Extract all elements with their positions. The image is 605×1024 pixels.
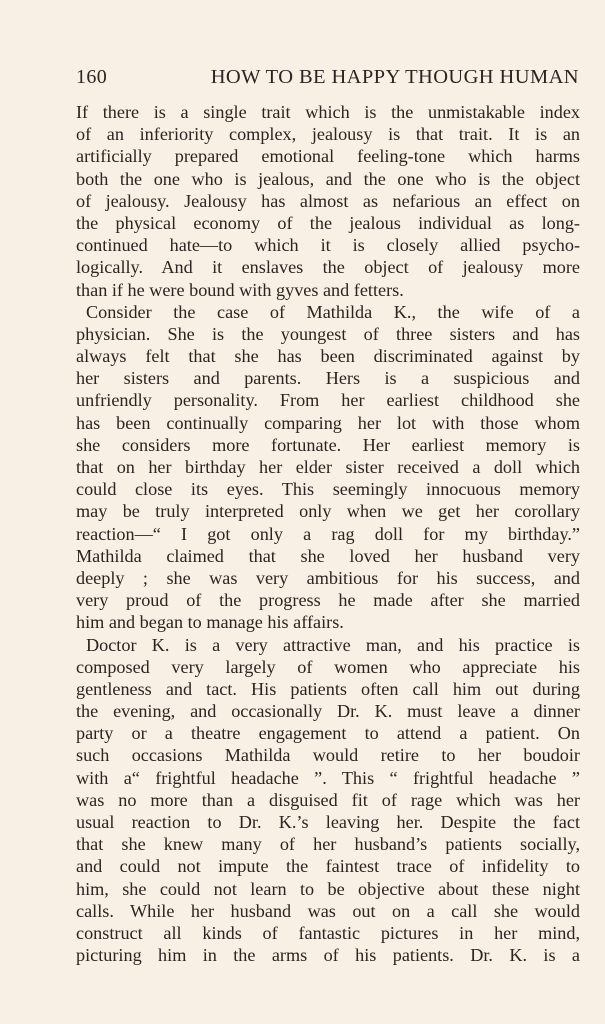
running-head: HOW TO BE HAPPY THOUGH HUMAN — [210, 66, 579, 88]
text-line: always felt that she has been discriminated against by — [76, 346, 580, 367]
text-line: Mathilda claimed that she loved her husband very — [76, 545, 580, 566]
page-header — [76, 66, 579, 92]
text-line: has been continually comparing her lot with those whom — [76, 412, 580, 433]
text-line: the evening, and occasionally Dr. K. must leave a dinner — [76, 701, 580, 722]
text-line: of jealousy. Jealousy has almost as nefarious an effect on — [76, 190, 580, 211]
body-text — [76, 101, 580, 966]
text-line: continued hate—to which it is closely allied psycho- — [76, 235, 580, 256]
page-number: 160 — [76, 66, 108, 88]
text-line: usual reaction to Dr. K.’s leaving her. Despite the fact — [76, 812, 580, 832]
text-line: very proud of the progress he made after she married — [76, 590, 580, 611]
text-line: that on her birthday her elder sister received a doll which — [76, 457, 580, 477]
text-line: him, she could not learn to be objective about these night — [76, 878, 580, 899]
text-line: both the one who is jealous, and the one who is the object — [76, 168, 580, 189]
text-line: unfriendly personality. From her earliest childhood she — [76, 390, 580, 411]
text-line: Consider the case of Mathilda K., the wife of a — [86, 301, 580, 322]
text-line: and could not impute the faintest trace of infidelity to — [76, 856, 580, 877]
text-line: with a“ frightful headache ”. This “ frightful headache ” — [76, 767, 580, 788]
text-line: physician. She is the youngest of three sisters and has — [76, 323, 580, 344]
text-line: party or a theatre engagement to attend a patient. On — [76, 723, 580, 744]
paragraph-jealousy — [76, 101, 580, 301]
text-line: such occasions Mathilda would retire to her boudoir — [76, 745, 580, 766]
text-line: reaction—“ I got only a rag doll for my birthday.” — [76, 523, 580, 544]
text-line: Doctor K. is a very attractive man, and his practice is — [86, 634, 580, 655]
text-line: deeply ; she was very ambitious for his success, and — [76, 567, 580, 588]
text-line: could close its eyes. This seemingly innocuous memory — [76, 479, 580, 500]
text-line: picturing him in the arms of his patients. Dr. K. is a — [76, 945, 580, 966]
text-line: artificially prepared emotional feeling-tone which harms — [76, 146, 580, 167]
text-line: than if he were bound with gyves and fetters. — [76, 279, 404, 300]
text-line: her sisters and parents. Hers is a suspicious and — [76, 368, 580, 389]
text-line: him and began to manage his affairs. — [76, 612, 344, 633]
text-line: of an inferiority complex, jealousy is that trait. It is an — [76, 124, 580, 145]
text-line: was no more than a disguised fit of rage which was her — [76, 789, 580, 810]
text-line: the physical economy of the jealous individual as long- — [76, 212, 580, 233]
text-line: logically. And it enslaves the object of jealousy more — [76, 257, 580, 278]
text-line: calls. While her husband was out on a call she would — [76, 900, 580, 921]
text-line: she considers more fortunate. Her earliest memory is — [76, 434, 580, 455]
text-line: that she knew many of her husband’s patients socially, — [76, 834, 580, 855]
text-line: composed very largely of women who appreciate his — [76, 656, 580, 677]
text-line: construct all kinds of fantastic pictures in her mind, — [76, 922, 580, 943]
text-line: If there is a single trait which is the unmistakable index — [76, 102, 580, 122]
paragraph-doctor-k — [76, 634, 580, 967]
text-line: may be truly interpreted only when we get her corollary — [76, 501, 580, 522]
text-line: gentleness and tact. His patients often call him out during — [76, 678, 580, 699]
paragraph-mathilda — [76, 301, 580, 634]
